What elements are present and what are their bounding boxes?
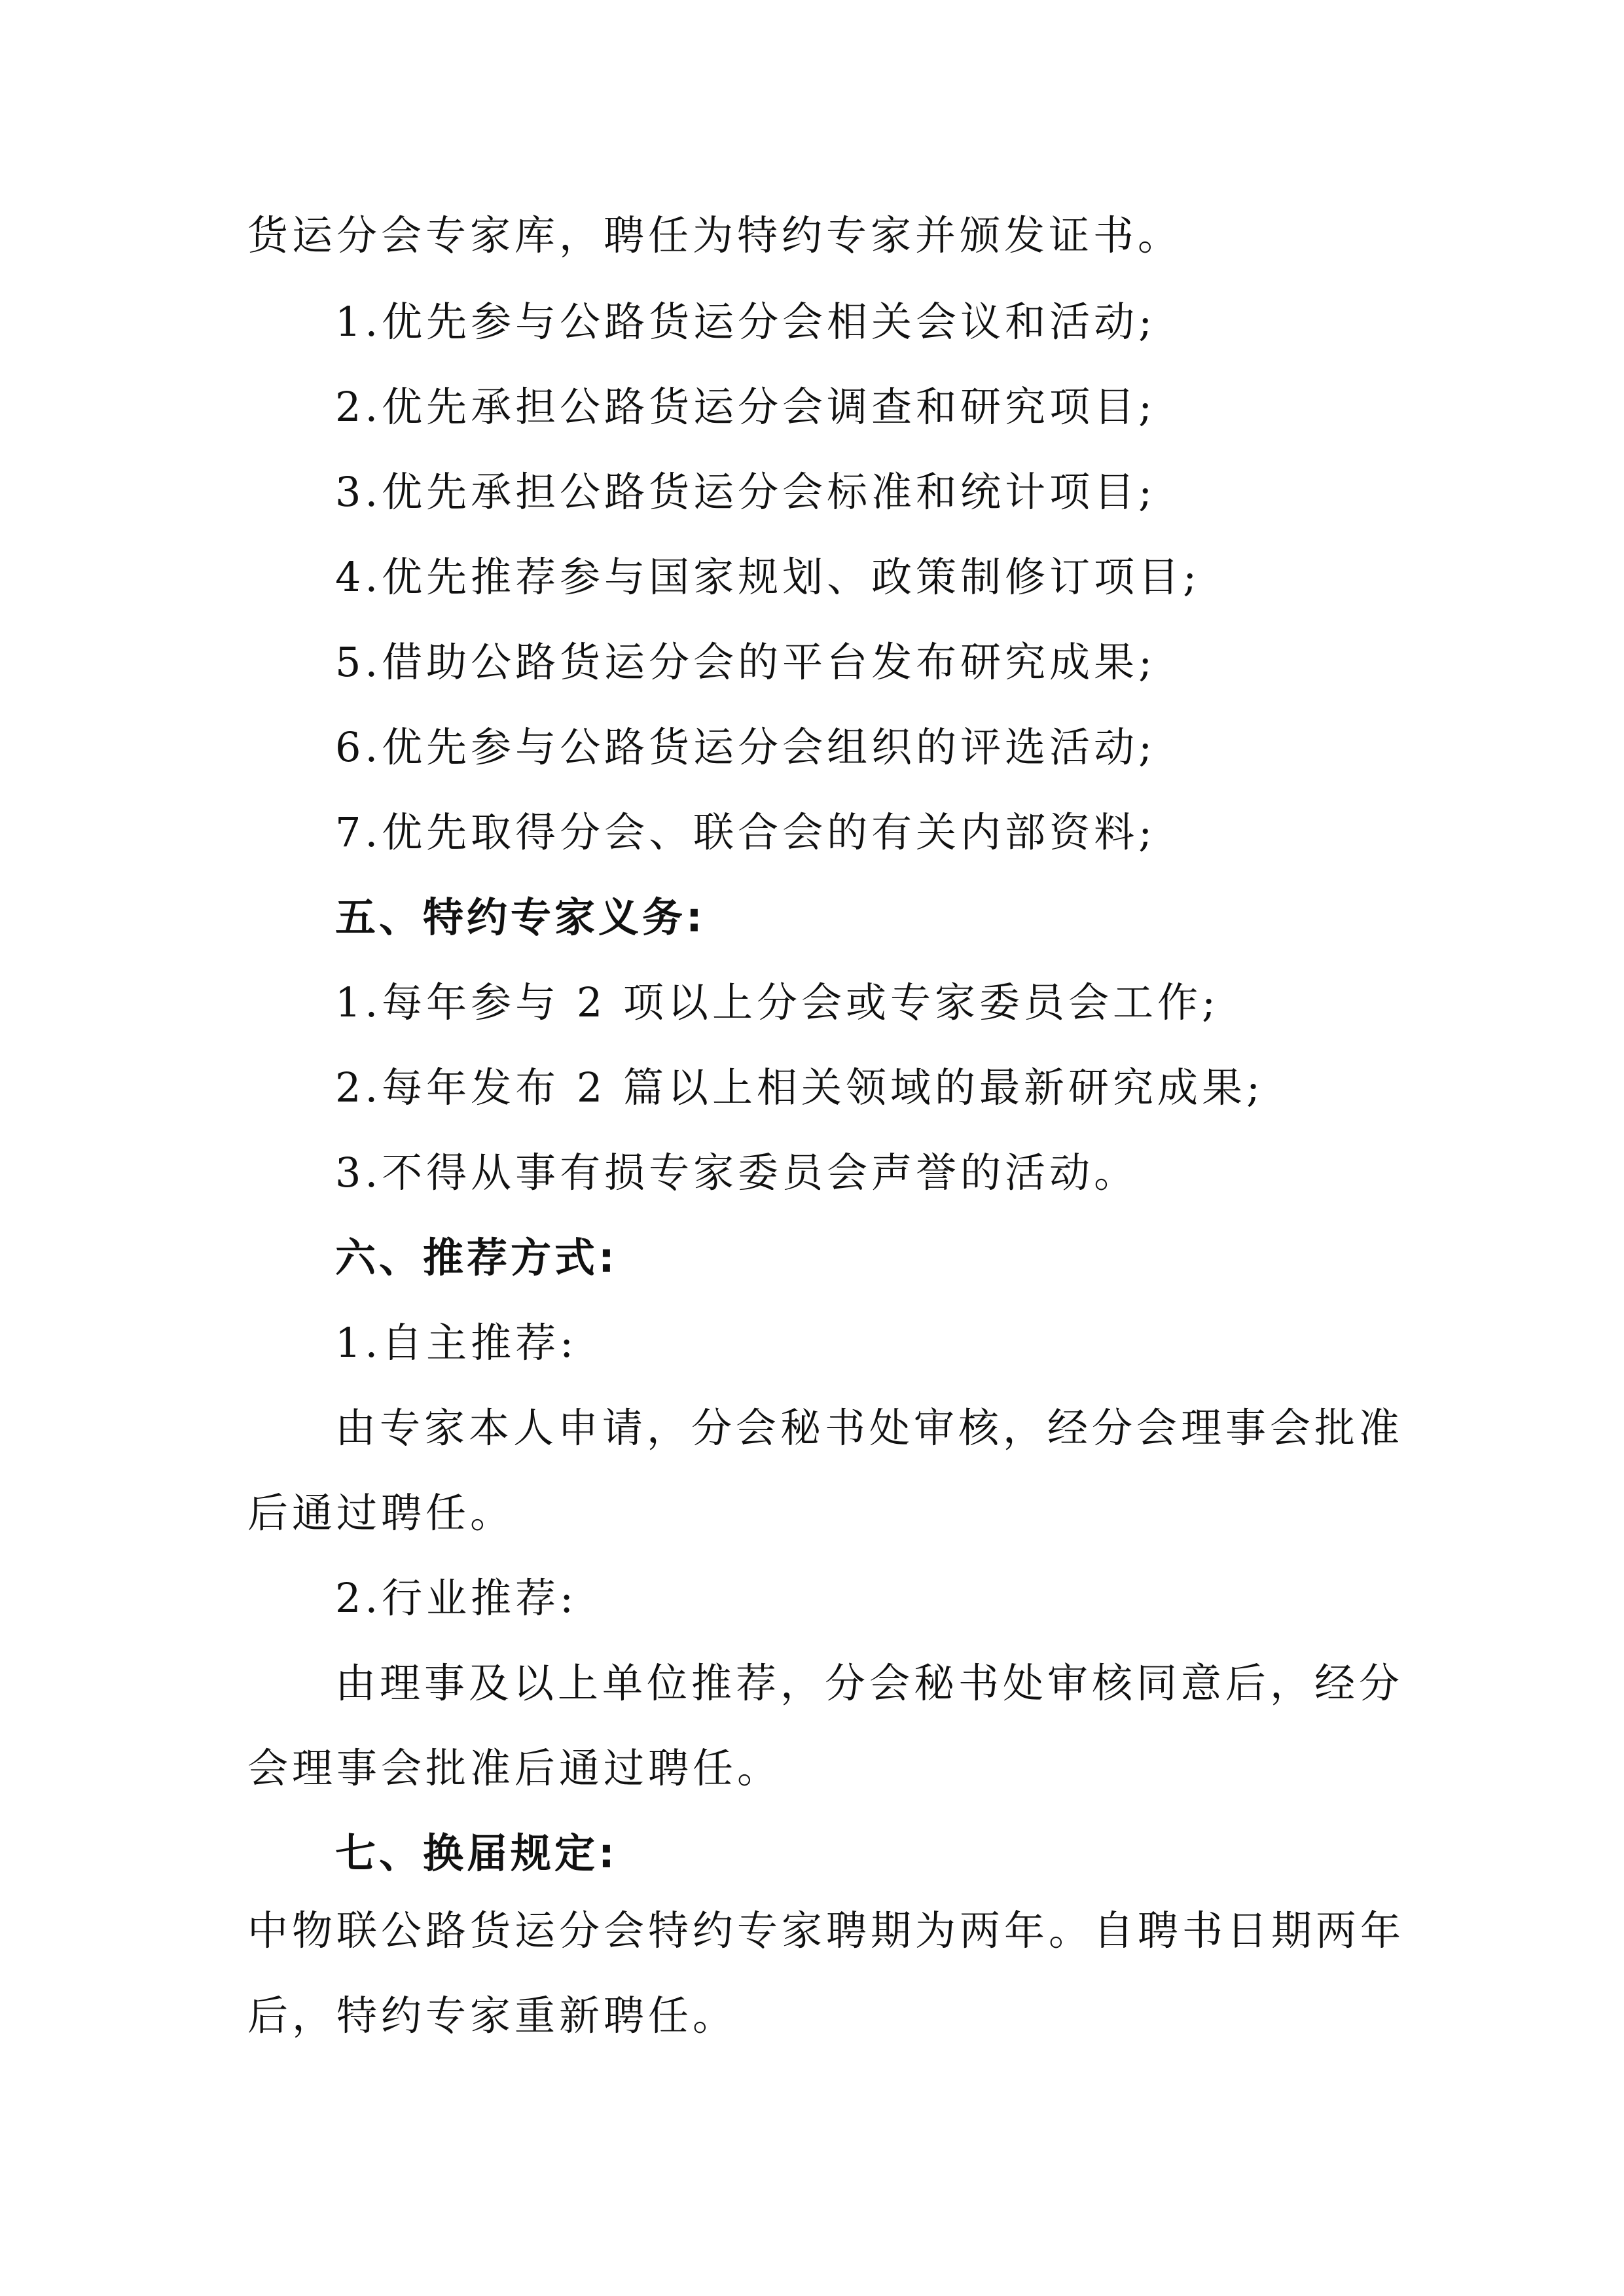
method-1-text-line-1: 由专家本人申请，分会秘书处审核，经分会理事会批准 <box>335 1404 1404 1452</box>
method-1-text-line-2: 后通过聘任。 <box>247 1489 515 1537</box>
term-rule-line-2: 后，特约专家重新聘任。 <box>247 1992 738 2039</box>
rights-item-3: 3.优先承担公路货运分会标准和统计项目; <box>335 468 1157 516</box>
section-6-heading: 六、推荐方式: <box>335 1234 618 1282</box>
rights-item-1: 1.优先参与公路货运分会相关会议和活动; <box>335 298 1157 346</box>
method-2-text-line-1: 由理事及以上单位推荐，分会秘书处审核同意后，经分 <box>335 1659 1404 1707</box>
section-5-heading: 五、特约专家义务: <box>335 893 706 941</box>
method-2-title: 2.行业推荐: <box>335 1574 578 1622</box>
obligation-item-1: 1.每年参与 2 项以上分会或专家委员会工作; <box>335 978 1219 1026</box>
rights-item-4: 4.优先推荐参与国家规划、政策制修订项目; <box>335 553 1201 601</box>
method-2-text-line-2: 会理事会批准后通过聘任。 <box>247 1744 782 1792</box>
obligation-item-3: 3.不得从事有损专家委员会声誉的活动。 <box>335 1149 1139 1196</box>
rights-item-7: 7.优先取得分会、联合会的有关内部资料; <box>335 808 1157 856</box>
method-1-title: 1.自主推荐: <box>335 1319 578 1367</box>
rights-item-6: 6.优先参与公路货运分会组织的评选活动; <box>335 723 1157 771</box>
rights-item-2: 2.优先承担公路货运分会调查和研究项目; <box>335 383 1157 431</box>
rights-item-5: 5.借助公路货运分会的平台发布研究成果; <box>335 638 1157 686</box>
intro-continuation: 货运分会专家库，聘任为特约专家并颁发证书。 <box>247 211 1183 259</box>
obligation-item-2: 2.每年发布 2 篇以上相关领域的最新研究成果; <box>335 1064 1264 1111</box>
term-rule-line-1: 中物联公路货运分会特约专家聘期为两年。自聘书日期两年 <box>247 1907 1405 1954</box>
section-7-heading: 七、换届规定: <box>335 1829 618 1877</box>
